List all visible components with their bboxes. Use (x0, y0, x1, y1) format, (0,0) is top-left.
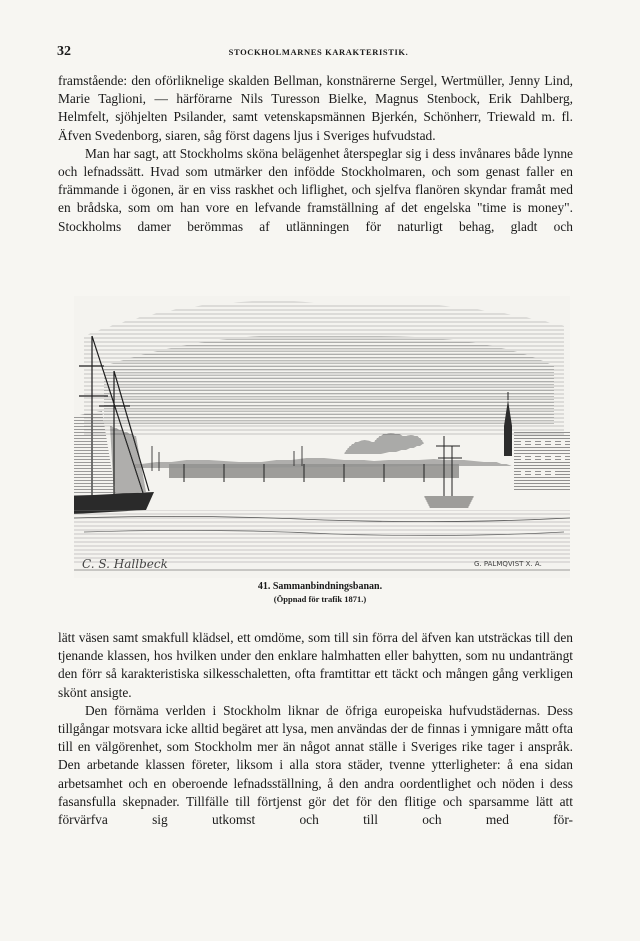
text-block-bottom (58, 629, 573, 829)
text-block-top (58, 72, 573, 236)
harbor-engraving (74, 296, 570, 578)
paragraph: lätt väsen samt smakfull klädsel, ett omdöme, som till sin förra del äfven kan utsträckas till den tjenande klassen, hos hvilken under den enklare halmhatten eller bahytten, som nu undanträngt den förr så karakteristiska silkesschaletten, ofta framtittar ett täckt och mången gång verkligen skönt ansigte. (58, 630, 573, 700)
paragraph: Den förnäma verlden i Stockholm liknar de öfriga europeiska hufvudstädernas. Dess tillgångar motsvara icke alltid begäret att lysa, men användas der de finnas i ymnigare mått ofta till en välgörenhet, som Stockholm mer än något annat ställe i Sveriges rike tager i anspråk. Den arbetande klassen företer, liksom i alla stora städer, tvenne ytterligheter: å ena sidan arbetsamhet och en oberoende lefnadsställning, å den andra oordentlighet och nöden i dess fasansfulla skepnader. Tillfälle till förtjenst gör det för den flitige och sparsamme lätt att förvärfva sig utkomst och till och med för- (58, 702, 573, 828)
caption-note: (Öppnad för trafik 1871.) (273, 594, 367, 604)
page-number: 32 (57, 44, 71, 59)
engraving-illustration (74, 296, 570, 578)
running-title: STOCKHOLMARNES KARAKTERISTIK. (228, 47, 409, 57)
artist-signature: C. S. Hallbeck (82, 557, 168, 571)
engraver-signature: G. PALMQVIST X. A. (474, 560, 542, 568)
paragraph: framstående: den oförliknelige skalden Bellman, konstnärerne Sergel, Wertmüller, Jenny Lind, Marie Taglioni, — härförarne Nils Turesson Bielke, Magnus Stenbock, Erik Dahlberg, Helmfelt, sjöhjelten Psilander, samt vetenskapsmännen Bjerkén, Schönherr, Triewald m. fl. Äfven Svedenborg, siaren, såg först dagens ljus i Sveriges hufvudstad. (58, 73, 573, 143)
caption-title: 41. Sammanbindningsbanan. (257, 581, 383, 592)
figure-caption (0, 580, 640, 605)
paragraph: Man har sagt, att Stockholms sköna belägenhet återspeglar sig i dess invånares både lynne och lefnadssätt. Hvad som utmärker den infödde Stockholmaren, och som genast faller en främmande i ögonen, är en viss raskhet och liflighet, och sjelfva flanören skyndar framåt med en brådska, som om han vore en lefvande framställning af det engelska "time is money". Stockholms damer berömmas af utlänningen för naturligt behag, gladt och (58, 145, 573, 234)
page-header (57, 44, 580, 60)
